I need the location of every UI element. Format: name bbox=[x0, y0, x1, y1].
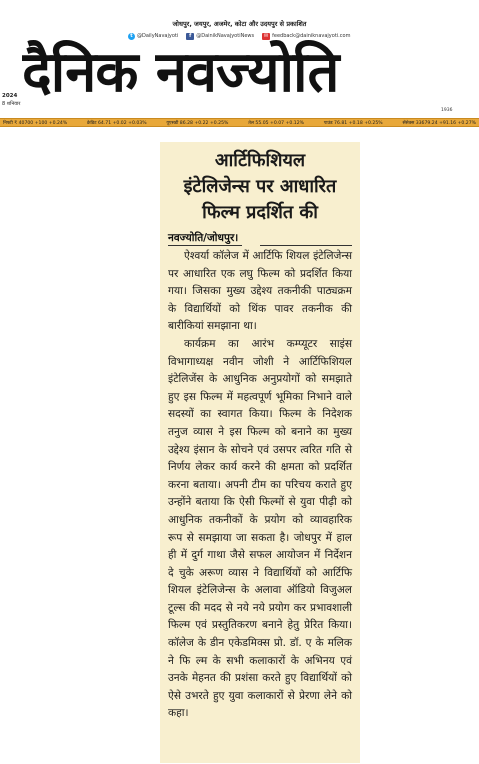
newspaper-logo: दैनिक नवज्योति bbox=[22, 40, 339, 105]
ticker-item: निफ्टी ₹ 40700 +100 +0.24% bbox=[3, 120, 68, 126]
article-byline: नवज्योति/जोधपुर। bbox=[168, 231, 242, 246]
ticker-item: यूएसडी 86.28 +0.22 +0.25% bbox=[166, 120, 229, 126]
since-year: 1936 bbox=[441, 108, 453, 113]
article-paragraph: कार्यक्रम का आरंभ कम्प्यूटर साइंस विभागाध्यक्ष नवीन जोशी ने आर्टिफिशियल इंटेलिजेंस के आधुनिक अनुप्रयोगों को समझाते हुए इस फिल्म में महत्वपूर्ण भूमिका निभाने वाले सदस्यों का स्वागत किया। फिल्म के निदेशक तनुज व्यास ने इस फिल्म को बनाने का मुख्य उद्देश्य इंसान के सोचने एवं उसपर त्वरित गति से निर्णय लेकर कार्य करने की क्षमता को प्रदर्शित करना बताया। अपनी टीम का परिचय कराते हुए उन्होंने बताया कि ऐसी फिल्मों से युवा पीढ़ी को आधुनिक तकनीकों के प्रयोग को व्यावहारिक रूप से समझाया जा सकता है। जोधपुर में हाल ही में दुर्ग गाथा जैसे सफल आयोजन में निर्देशन दे चुके अरूण व्यास ने विद्यार्थियों को आर्टिफि शियल इंटेलिजेन्स के अलावा ऑडियो विजुअल टूल्स की मदद से नये नये प्रयोग कर प्रभावशाली फिल्म एवं प्रस्तुतिकरण बनाने हेतु प्रेरित किया। कॉलेज के डीन एकेडमिक्स प्रो. डॉ. ए के मलिक ने फि ल्म के सभी कलाकारों के अभिनय एवं उनके मेहनत की प्रशंसा करते हुए विद्यार्थियों को ऐसे उभरते हुए युवा कलाकारों से प्रेरणा लेने को कहा। bbox=[168, 337, 352, 720]
feedback-email: feedback@dainiknavajyoti.com bbox=[272, 33, 351, 39]
headline-line: आर्टिफिशियल bbox=[214, 150, 306, 171]
ticker-item: पाउंड 76.81 +0.18 +0.25% bbox=[323, 120, 383, 126]
ticker-item: क्रेडिट 64.71 +0.02 +0.03% bbox=[87, 120, 147, 126]
edition-year: 2024 bbox=[2, 93, 18, 99]
facebook-icon: f bbox=[186, 33, 194, 40]
article-paragraph: ऐश्वर्या कॉलेज में आर्टिफि शियल इंटेलिजेन्स पर आधारित एक लघु फिल्म को प्रदर्शित किया गया। जिसका मुख्य उद्देश्य तकनीकी पाठ्यक्रम के विद्यार्थियों को थिंक पावर तकनीक की बारीकियां समझाना था। bbox=[168, 250, 352, 333]
mail-icon: ✉ bbox=[264, 33, 269, 39]
byline-rule bbox=[260, 245, 352, 246]
edition-day: 8 शनिवार bbox=[2, 101, 21, 107]
headline-line: इंटेलिजेन्स पर आधारित bbox=[183, 176, 337, 197]
ticker-item: तेल 55.05 +0.07 +0.12% bbox=[248, 120, 304, 126]
facebook-handle: @DainikNavajyotiNews bbox=[196, 33, 255, 39]
market-ticker bbox=[0, 118, 479, 127]
news-article bbox=[160, 142, 360, 763]
twitter-icon: t bbox=[128, 33, 135, 40]
article-headline bbox=[168, 148, 352, 226]
headline-line: फिल्म प्रदर्शित की bbox=[202, 202, 318, 223]
ticker-item: सेंसेक्स 33679.24 +91.16 +0.27% bbox=[402, 120, 476, 126]
masthead bbox=[0, 0, 479, 118]
edition-line: जोधपुर, जयपुर, अजमेर, कोटा और उदयपुर से प्रकाशित bbox=[172, 20, 307, 28]
twitter-handle: @DailyNavajyoti bbox=[137, 33, 179, 39]
